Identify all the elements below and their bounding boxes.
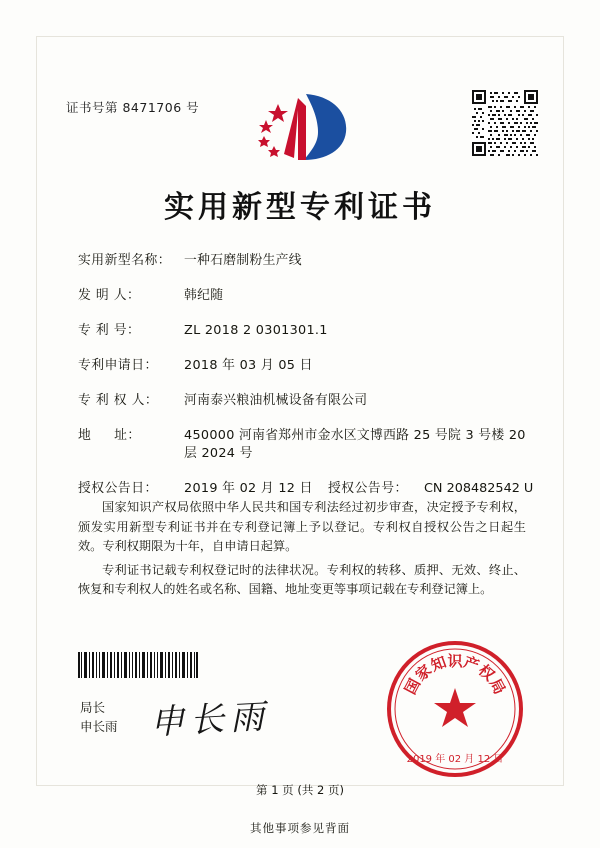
field-row-patent-number xyxy=(78,322,528,340)
svg-text:局: 局 xyxy=(485,675,509,698)
svg-text:产: 产 xyxy=(461,652,482,675)
field-value: 2019 年 02 月 12 日 xyxy=(184,481,313,496)
field-row-utility-model-name xyxy=(78,252,528,270)
field-value: 450000 河南省郑州市金水区文博西路 25 号院 3 号楼 20 层 2024 号 xyxy=(184,428,526,461)
field-label: 专 利 权 人： xyxy=(78,393,159,408)
field-label: 专利申请日： xyxy=(78,358,158,373)
qr-code xyxy=(472,90,538,156)
svg-text:识: 识 xyxy=(447,652,463,670)
svg-text:2019 年 02 月 12 日: 2019 年 02 月 12 日 xyxy=(406,754,504,765)
svg-text:家: 家 xyxy=(411,661,436,685)
field-label: 发 明 人： xyxy=(78,288,141,303)
svg-text:权: 权 xyxy=(474,661,499,685)
field-value-secondary: CN 208482542 U xyxy=(424,481,534,496)
field-value: 一种石磨制粉生产线 xyxy=(184,253,302,268)
svg-text:知: 知 xyxy=(428,652,449,675)
field-label: 地 址： xyxy=(78,428,141,443)
field-row-grant-announcement xyxy=(78,480,534,498)
field-row-patentee xyxy=(78,392,528,410)
paragraph-2: 专利证书记载专利权登记时的法律状况。专利权的转移、质押、无效、终止、恢复和专利权人的姓名或名称、国籍、地址变更等事项记载在专利登记簿上。 xyxy=(78,562,526,596)
official-seal xyxy=(382,636,528,782)
field-label: 专 利 号： xyxy=(78,323,141,338)
field-value: 河南泰兴粮油机械设备有限公司 xyxy=(184,393,368,408)
barcode xyxy=(78,652,198,678)
handwritten-signature: 申长雨 xyxy=(149,696,272,743)
field-row-inventor xyxy=(78,287,528,305)
field-value: 2018 年 03 月 05 日 xyxy=(184,358,313,373)
legal-paragraphs xyxy=(78,498,526,604)
field-label-secondary: 授权公告号： xyxy=(328,481,408,496)
field-value: ZL 2018 2 0301301.1 xyxy=(184,323,328,338)
footer-note: 其他事项参见背面 xyxy=(250,821,350,835)
signature-title: 局长 xyxy=(80,700,106,715)
signature-labels xyxy=(80,698,118,736)
field-row-address xyxy=(78,427,528,463)
page-indicator: 第 1 页 (共 2 页) xyxy=(256,783,344,797)
svg-text:国: 国 xyxy=(401,675,425,698)
page-title: 实用新型专利证书 xyxy=(164,190,436,225)
signature-name: 申长雨 xyxy=(80,719,118,734)
field-label: 授权公告日： xyxy=(78,481,158,496)
certificate-number: 证书号第 8471706 号 xyxy=(66,100,200,115)
patent-office-logo-icon xyxy=(248,88,352,164)
patent-fields xyxy=(78,252,534,515)
field-value: 韩纪随 xyxy=(184,288,224,303)
paragraph-1: 国家知识产权局依照中华人民共和国专利法经过初步审查，决定授予专利权，颁发实用新型专利证书并在专利登记簿上予以登记。专利权自授权公告之日起生效。专利权期限为十年，自申请日起算。 xyxy=(78,500,526,553)
field-label: 实用新型名称： xyxy=(78,253,172,268)
field-row-application-date xyxy=(78,357,528,375)
